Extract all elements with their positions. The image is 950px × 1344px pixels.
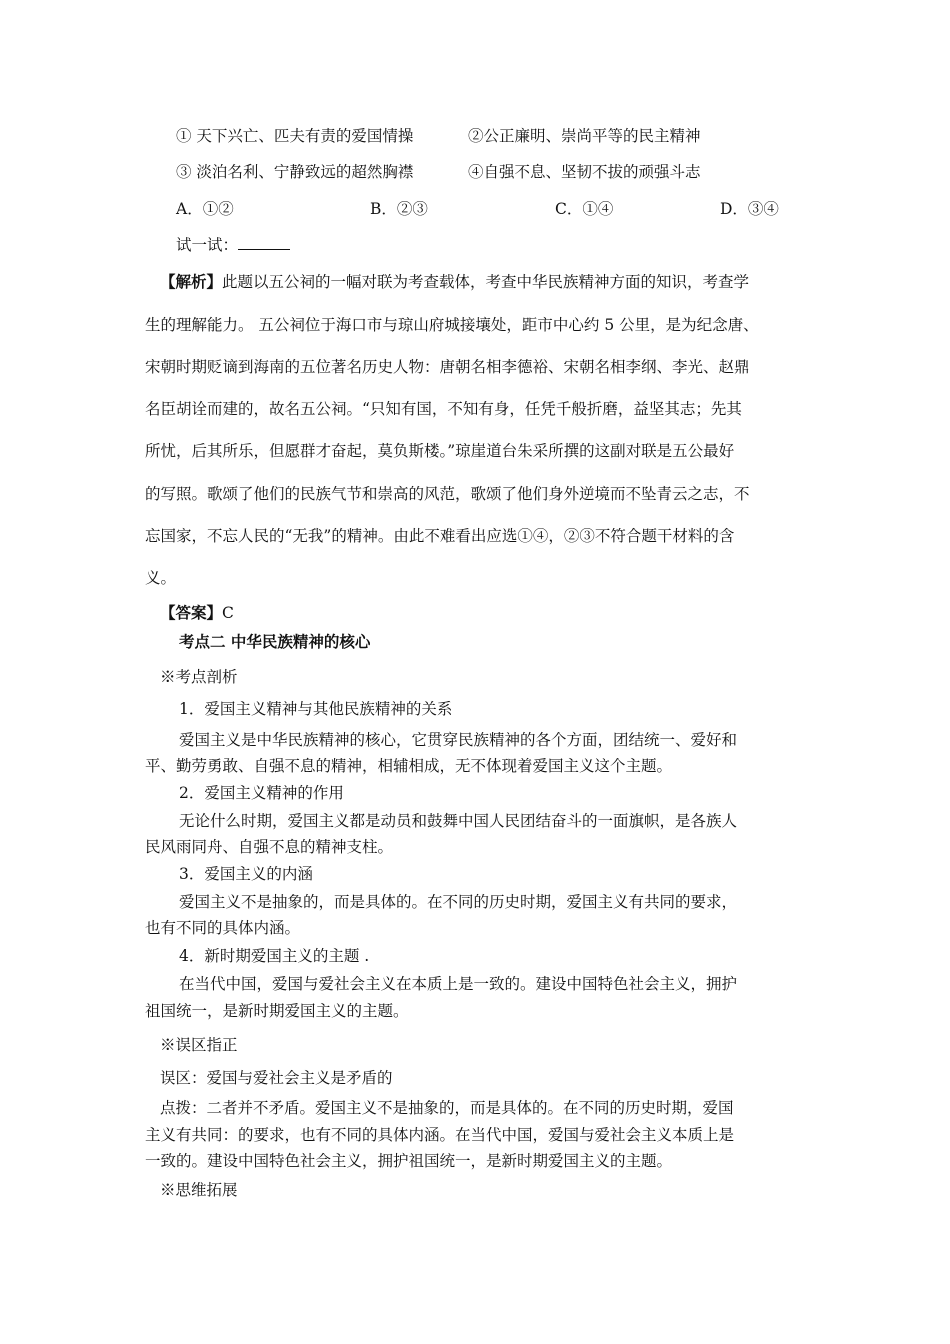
point-1-line-1: 爱国主义是中华民族精神的核心，它贯穿民族精神的各个方面，团结统一、爱好和 [179, 731, 738, 749]
answer-value: C [222, 604, 234, 622]
try-label: 试一试： [176, 236, 239, 254]
tip-line-2: 主义有共同：的要求，也有不同的具体内涵。在当代中国，爱国与爱社会主义本质上是 [145, 1126, 735, 1144]
point-3-title: 3．爱国主义的内涵 [179, 865, 313, 883]
analysis-text: 此题以五公祠的一幅对联为考查载体，考查中华民族精神方面的知识，考查学 [222, 273, 750, 291]
analysis-label: 【解析】 [160, 272, 223, 291]
point-2-title: 2．爱国主义精神的作用 [179, 784, 344, 802]
point-3-line-1: 爱国主义不是抽象的，而是具体的。在不同的历史时期，爱国主义有共同的要求， [179, 893, 738, 911]
point-4-line-2: 祖国统一，是新时期爱国主义的主题。 [145, 1002, 409, 1020]
choice-c: C．①④ [555, 200, 614, 218]
analysis-line-5: 所忧，后其所乐，但愿群才奋起，莫负斯楼。”琼崖道台朱采所撰的这副对联是五公最好 [145, 442, 735, 460]
point-4-title: 4．新时期爱国主义的主题 . [179, 947, 370, 965]
option-1: ① 天下兴亡、匹夫有责的爱国情操 [176, 127, 414, 145]
analysis-section-label: ※考点剖析 [160, 668, 238, 686]
answer-blank [238, 235, 290, 250]
analysis-line-6: 的写照。歌颂了他们的民族气节和崇高的风范，歌颂了他们身外逆境而不坠青云之志，不 [145, 485, 750, 503]
answer-label: 【答案】 [160, 603, 223, 622]
mistake-section-label: ※误区指正 [160, 1036, 238, 1054]
choice-b: B．②③ [370, 200, 428, 218]
choice-a: A．①② [176, 200, 234, 218]
choice-d: D．③④ [720, 200, 779, 218]
analysis-line-8: 义。 [145, 569, 177, 587]
point-3-line-2: 也有不同的具体内涵。 [145, 919, 301, 937]
option-3: ③ 淡泊名利、宁静致远的超然胸襟 [176, 163, 414, 181]
analysis-line-4: 名臣胡诠而建的，故名五公祠。“只知有国，不知有身，任凭千般折磨，益坚其志；先其 [145, 400, 742, 418]
section-heading: 考点二 中华民族精神的核心 [179, 632, 371, 651]
analysis-line-3: 宋朝时期贬谪到海南的五位著名历史人物：唐朝名相李德裕、宋朝名相李纲、李光、赵鼎 [145, 358, 750, 376]
option-2: ②公正廉明、崇尚平等的民主精神 [468, 127, 701, 145]
point-4-line-1: 在当代中国，爱国与爱社会主义在本质上是一致的。建设中国特色社会主义，拥护 [179, 975, 738, 993]
point-1-title: 1．爱国主义精神与其他民族精神的关系 [179, 700, 453, 718]
answer-line [160, 603, 234, 623]
point-2-line-2: 民风雨同舟、自强不息的精神支柱。 [145, 838, 394, 856]
point-1-line-2: 平、勤劳勇敢、自强不息的精神，相辅相成，无不体现着爱国主义这个主题。 [145, 757, 673, 775]
tip-line-3: 一致的。建设中国特色社会主义，拥护祖国统一，是新时期爱国主义的主题。 [145, 1152, 673, 1170]
option-4: ④自强不息、坚韧不拔的顽强斗志 [468, 163, 701, 181]
mistake-line: 误区：爱国与爱社会主义是矛盾的 [160, 1069, 393, 1087]
point-2-line-1: 无论什么时期，爱国主义都是动员和鼓舞中国人民团结奋斗的一面旗帜，是各族人 [179, 812, 738, 830]
analysis-line-7: 忘国家，不忘人民的“无我”的精神。由此不难看出应选①④，②③不符合题干材料的含 [145, 527, 735, 545]
extend-section-label: ※思维拓展 [160, 1181, 238, 1199]
analysis-line-2: 生的理解能力。 五公祠位于海口市与琼山府城接壤处，距市中心约 5 公里，是为纪念唐、 [145, 316, 759, 334]
tip-line-1: 点拨：二者并不矛盾。爱国主义不是抽象的，而是具体的。在不同的历史时期，爱国 [160, 1099, 734, 1117]
analysis-line-1 [160, 272, 749, 292]
try-line [176, 235, 290, 255]
